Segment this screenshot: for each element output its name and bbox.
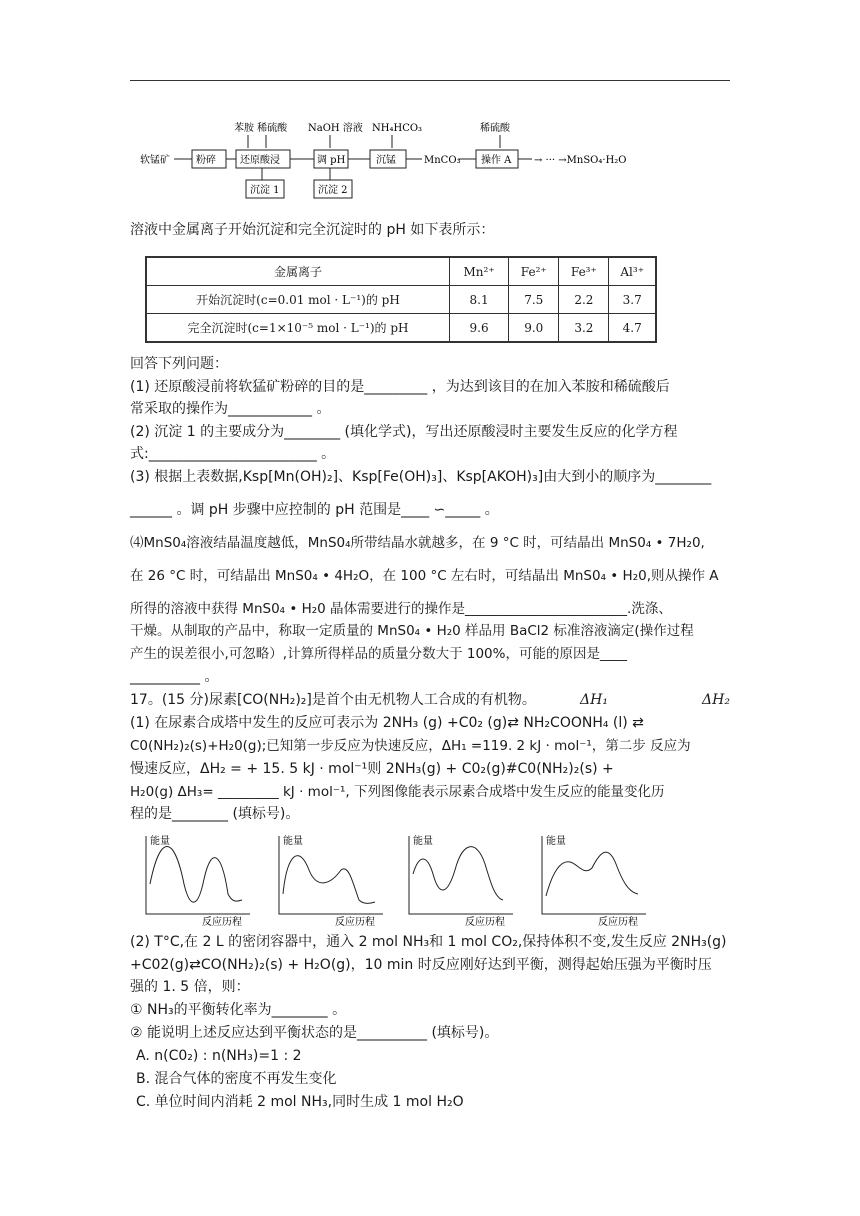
q17-p1c: 慢速反应，ΔH₂ = + 15. 5 kJ · mol⁻¹则 2NH₃(g) + C0₂(g)#C0(NH₂)₂(s) + (130, 761, 614, 777)
table-cell: 完全沉淀时(c=1×10⁻⁵ mol · L⁻¹)的 pH (146, 314, 450, 343)
flow-input-1: 苯胺 稀硫酸 (234, 123, 288, 134)
q17-p1d: H₂0(g) ΔH₃= _________ kJ · mol⁻¹, 下列图像能表示尿素合成塔中发生反应的能量变化历 (130, 784, 665, 800)
q17-p2a: (2) T°C,在 2 L 的密闭容器中，通入 2 mol NH₃和 1 mol CO₂,保持体积不变,发生反应 2NH₃(g) (130, 934, 727, 950)
option-a: A. n(C0₂) : n(NH₃)=1 : 2 (136, 1048, 302, 1064)
energy-graph-b (275, 834, 385, 926)
q16-p4f: __________ 。 (130, 669, 219, 685)
q16-p1b: 常采取的操作为____________ 。 (130, 401, 331, 417)
q16-p3a: (3) 根据上表数据,Ksp[Mn(OH)₂]、Ksp[Fe(OH)₃]、Ksp[AKOH)₃]由大到小的顺序为________ (130, 469, 712, 485)
graph-xlabel: 反应历程 (598, 917, 638, 926)
process-flowchart (140, 116, 660, 206)
flow-step-3: 调 pH (317, 155, 346, 166)
table-row (146, 286, 656, 314)
energy-graph-d (538, 834, 648, 926)
flow-step-1: 粉碎 (196, 155, 216, 166)
table-header-cell: Mn²⁺ (450, 257, 509, 286)
table-cell: 2.2 (559, 286, 609, 314)
table-cell: 9.6 (450, 314, 509, 343)
q16-p2a: (2) 沉淀 1 的主要成分为________ (填化学式)，写出还原酸浸时主要发生反应的化学方程 (130, 424, 678, 440)
flow-step-5: 操作 A (481, 155, 512, 166)
q17-title: 17。(15 分)尿素[CO(NH₂)₂]是首个由无机物人工合成的有机物。 (130, 692, 536, 708)
q16-p1a: (1) 还原酸浸前将软猛矿粉碎的目的是_________ ，为达到该目的在加入苯胺和稀硫酸后 (130, 379, 670, 395)
q17-p1a: (1) 在尿素合成塔中发生的反应可表示为 2NH₃ (g) +C0₂ (g)⇄ NH₂COONH₄ (l) ⇄ (130, 715, 644, 731)
q17-p1b: C0(NH₂)₂(s)+H₂0(g);已知第一步反应为快速反应，ΔH₁ =119. 2 kJ · mol⁻¹，第二步 反应为 (130, 738, 691, 754)
q17-p2e: ② 能说明上述反应达到平衡状态的是__________ (填标号)。 (130, 1025, 499, 1041)
q16-p2b: 式:________________________ 。 (130, 446, 336, 462)
option-b: B. 混合气体的密度不再发生变化 (136, 1071, 337, 1087)
graph-xlabel: 反应历程 (335, 917, 375, 926)
flow-step-2: 还原酸浸 (240, 155, 280, 166)
flow-input-3: NH₄HCO₃ (372, 123, 423, 134)
graph-ylabel: 能量 (150, 836, 170, 847)
q17-p1e: 程的是________ (填标号)。 (130, 806, 300, 822)
flow-step-4: 沉锰 (376, 155, 396, 166)
option-c: C. 单位时间内消耗 2 mol NH₃,同时生成 1 mol H₂O (136, 1094, 464, 1110)
q16-p3b: ______ 。调 pH 步骤中应控制的 pH 范围是____ ∽_____ 。 (130, 502, 499, 518)
table-row (146, 314, 656, 343)
energy-graph-c (405, 834, 515, 926)
q17-p2c: 强的 1. 5 倍，则： (130, 979, 250, 995)
q17-dh1-label: ΔH₁ (580, 692, 608, 708)
table-header-row (146, 257, 656, 286)
graph-ylabel: 能量 (283, 836, 303, 847)
table-cell: 8.1 (450, 286, 509, 314)
top-rule (130, 80, 730, 81)
table-cell: 3.7 (609, 286, 656, 314)
table-cell: 7.5 (509, 286, 559, 314)
q16-prompt: 回答下列问题： (130, 356, 228, 372)
table-cell: 3.2 (559, 314, 609, 343)
q16-p4c: 所得的溶液中获得 MnS0₄ • H₂0 晶体需要进行的操作是________________________.洗涤、 (130, 601, 672, 617)
ion-ph-table (145, 256, 657, 343)
q16-p4e: 产生的误差很小,可忽略）,计算所得样品的质量分数大于 100%，可能的原因是____ (130, 646, 627, 662)
flow-mid-product: MnCO₃ (424, 155, 461, 166)
table-header-cell: Fe²⁺ (509, 257, 559, 286)
energy-graph-a (142, 834, 252, 926)
flow-input-2: NaOH 溶液 (308, 123, 363, 134)
q16-p4a: ⑷MnS0₄溶液结晶温度越低，MnS0₄所带结晶水就越多，在 9 °C 时，可结晶出 MnS0₄ • 7H₂0, (130, 535, 705, 551)
q17-dh2-label: ΔH₂ (702, 692, 730, 708)
q16-p4d: 干燥。从制取的产品中，称取一定质量的 MnS0₄ • H₂0 样品用 BaCl2 标准溶液滴定(操作过程 (130, 623, 694, 639)
flow-start: 软锰矿 (140, 155, 170, 166)
table-header-cell: 金属离子 (146, 257, 450, 286)
graph-ylabel: 能量 (546, 836, 566, 847)
flow-precipitate-2: 沉淀 2 (318, 185, 348, 196)
table-cell: 9.0 (509, 314, 559, 343)
flow-precipitate-1: 沉淀 1 (250, 185, 280, 196)
q16-p4b: 在 26 °C 时，可结晶出 MnS0₄ • 4H₂O，在 100 °C 左右时，可结晶出 MnS0₄ • H₂0,则从操作 A (130, 568, 719, 584)
table-header-cell: Al³⁺ (609, 257, 656, 286)
q17-p2b: +C02(g)⇄CO(NH₂)₂(s) + H₂O(g)，10 min 时反应刚好达到平衡，测得起始压强为平衡时压 (130, 957, 712, 973)
table-header-cell: Fe³⁺ (559, 257, 609, 286)
flow-end: → ··· →MnSO₄·H₂O (534, 155, 627, 166)
graph-xlabel: 反应历程 (465, 917, 505, 926)
flow-input-4: 稀硫酸 (480, 123, 510, 134)
table-intro: 溶液中金属离子开始沉淀和完全沉淀时的 pH 如下表所示： (130, 222, 495, 238)
graph-ylabel: 能量 (413, 836, 433, 847)
graph-xlabel: 反应历程 (202, 917, 242, 926)
table-cell: 开始沉淀时(c=0.01 mol · L⁻¹)的 pH (146, 286, 450, 314)
table-cell: 4.7 (609, 314, 656, 343)
q17-p2d: ① NH₃的平衡转化率为________ 。 (130, 1002, 347, 1018)
